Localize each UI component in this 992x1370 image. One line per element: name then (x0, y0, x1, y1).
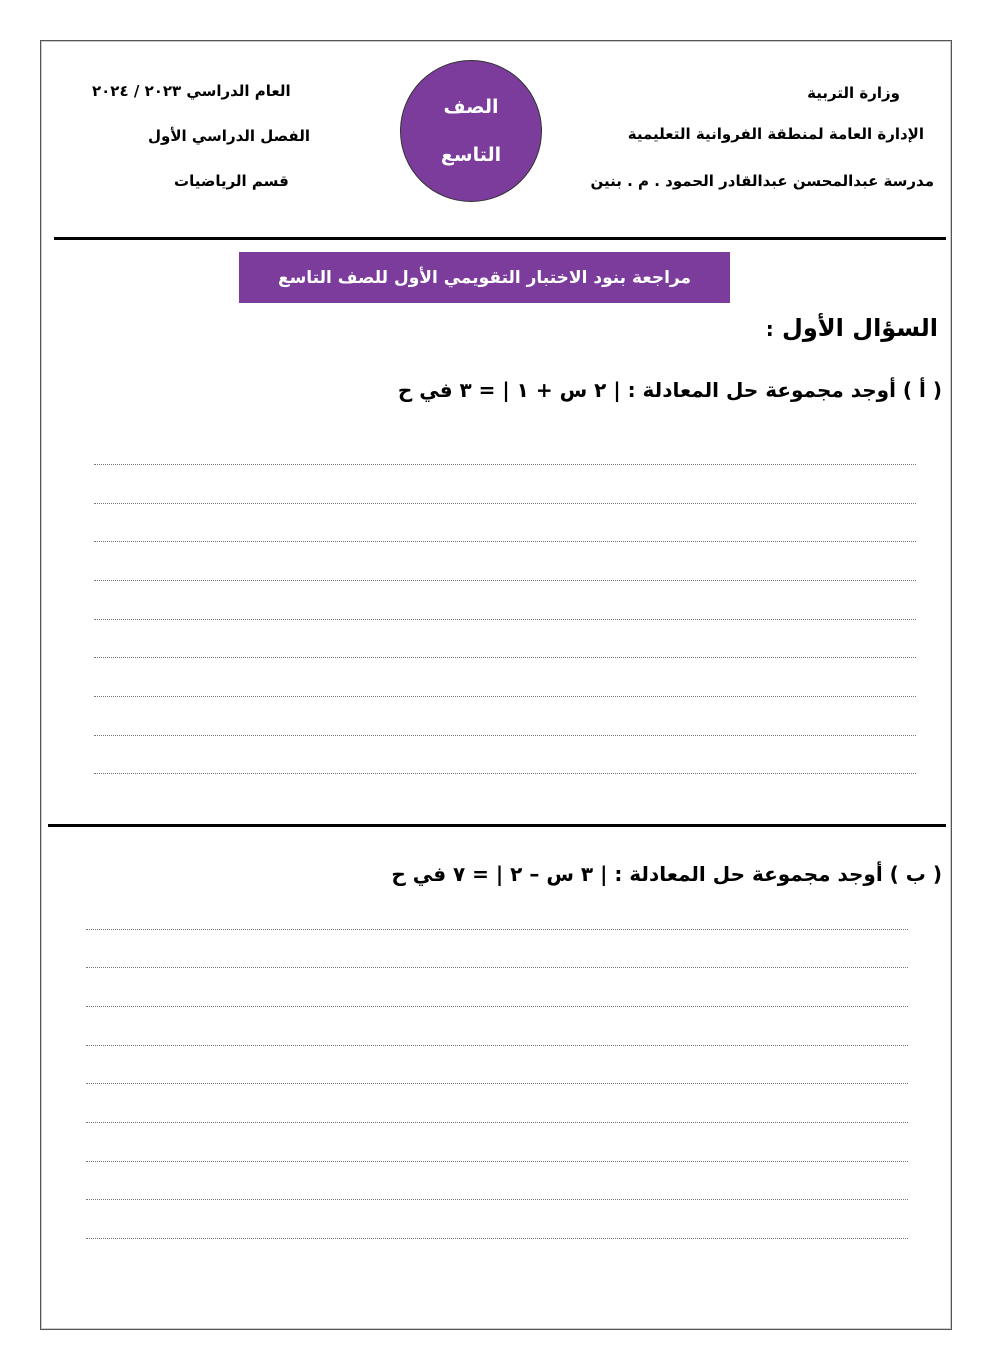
semester: الفصل الدراسي الأول (148, 127, 310, 145)
answer-line (94, 657, 916, 658)
answer-line (94, 541, 916, 542)
grade-badge-line1: الصف (443, 96, 499, 118)
question-heading-text: السؤال الأول (782, 314, 938, 342)
page-frame (40, 40, 952, 1330)
title-text: مراجعة بنود الاختبار التقويمي الأول للصف التاسع (277, 267, 692, 288)
school-name: مدرسة عبدالمحسن عبدالقادر الحمود . م . بنين (590, 172, 934, 190)
department: قسم الرياضيات (174, 172, 289, 190)
answer-line (86, 967, 908, 968)
grade-badge-line2: التاسع (440, 144, 502, 166)
answer-line (86, 1083, 908, 1084)
answer-line (94, 619, 916, 620)
answer-line (94, 580, 916, 581)
answer-line (94, 464, 916, 465)
answer-line (86, 1006, 908, 1007)
answer-line (86, 1199, 908, 1200)
question-part-a: ( أ ) أوجد مجموعة حل المعادلة : | ٢ س + ١ | = ٣ في ح (397, 378, 942, 402)
answer-line (94, 503, 916, 504)
question-heading (766, 314, 938, 342)
academic-year: العام الدراسي ٢٠٢٣ / ٢٠٢٤ (92, 82, 291, 100)
answer-line (86, 1161, 908, 1162)
ministry-name: وزارة التربية (807, 84, 900, 102)
answer-line (94, 773, 916, 774)
grade-badge (400, 60, 542, 202)
header-divider (54, 237, 946, 240)
answer-line (94, 696, 916, 697)
answer-line (86, 1045, 908, 1046)
answer-line (86, 1122, 908, 1123)
directorate-name: الإدارة العامة لمنطقة الفروانية التعليمية (627, 125, 924, 143)
question-heading-colon: : (765, 317, 774, 341)
answer-line (86, 929, 908, 930)
question-part-b: ( ب ) أوجد مجموعة حل المعادلة : | ٣ س – ٢ | = ٧ في ح (391, 862, 942, 886)
answer-line (86, 1238, 908, 1239)
answer-line (94, 735, 916, 736)
title-banner (239, 252, 730, 303)
section-divider (48, 824, 946, 827)
